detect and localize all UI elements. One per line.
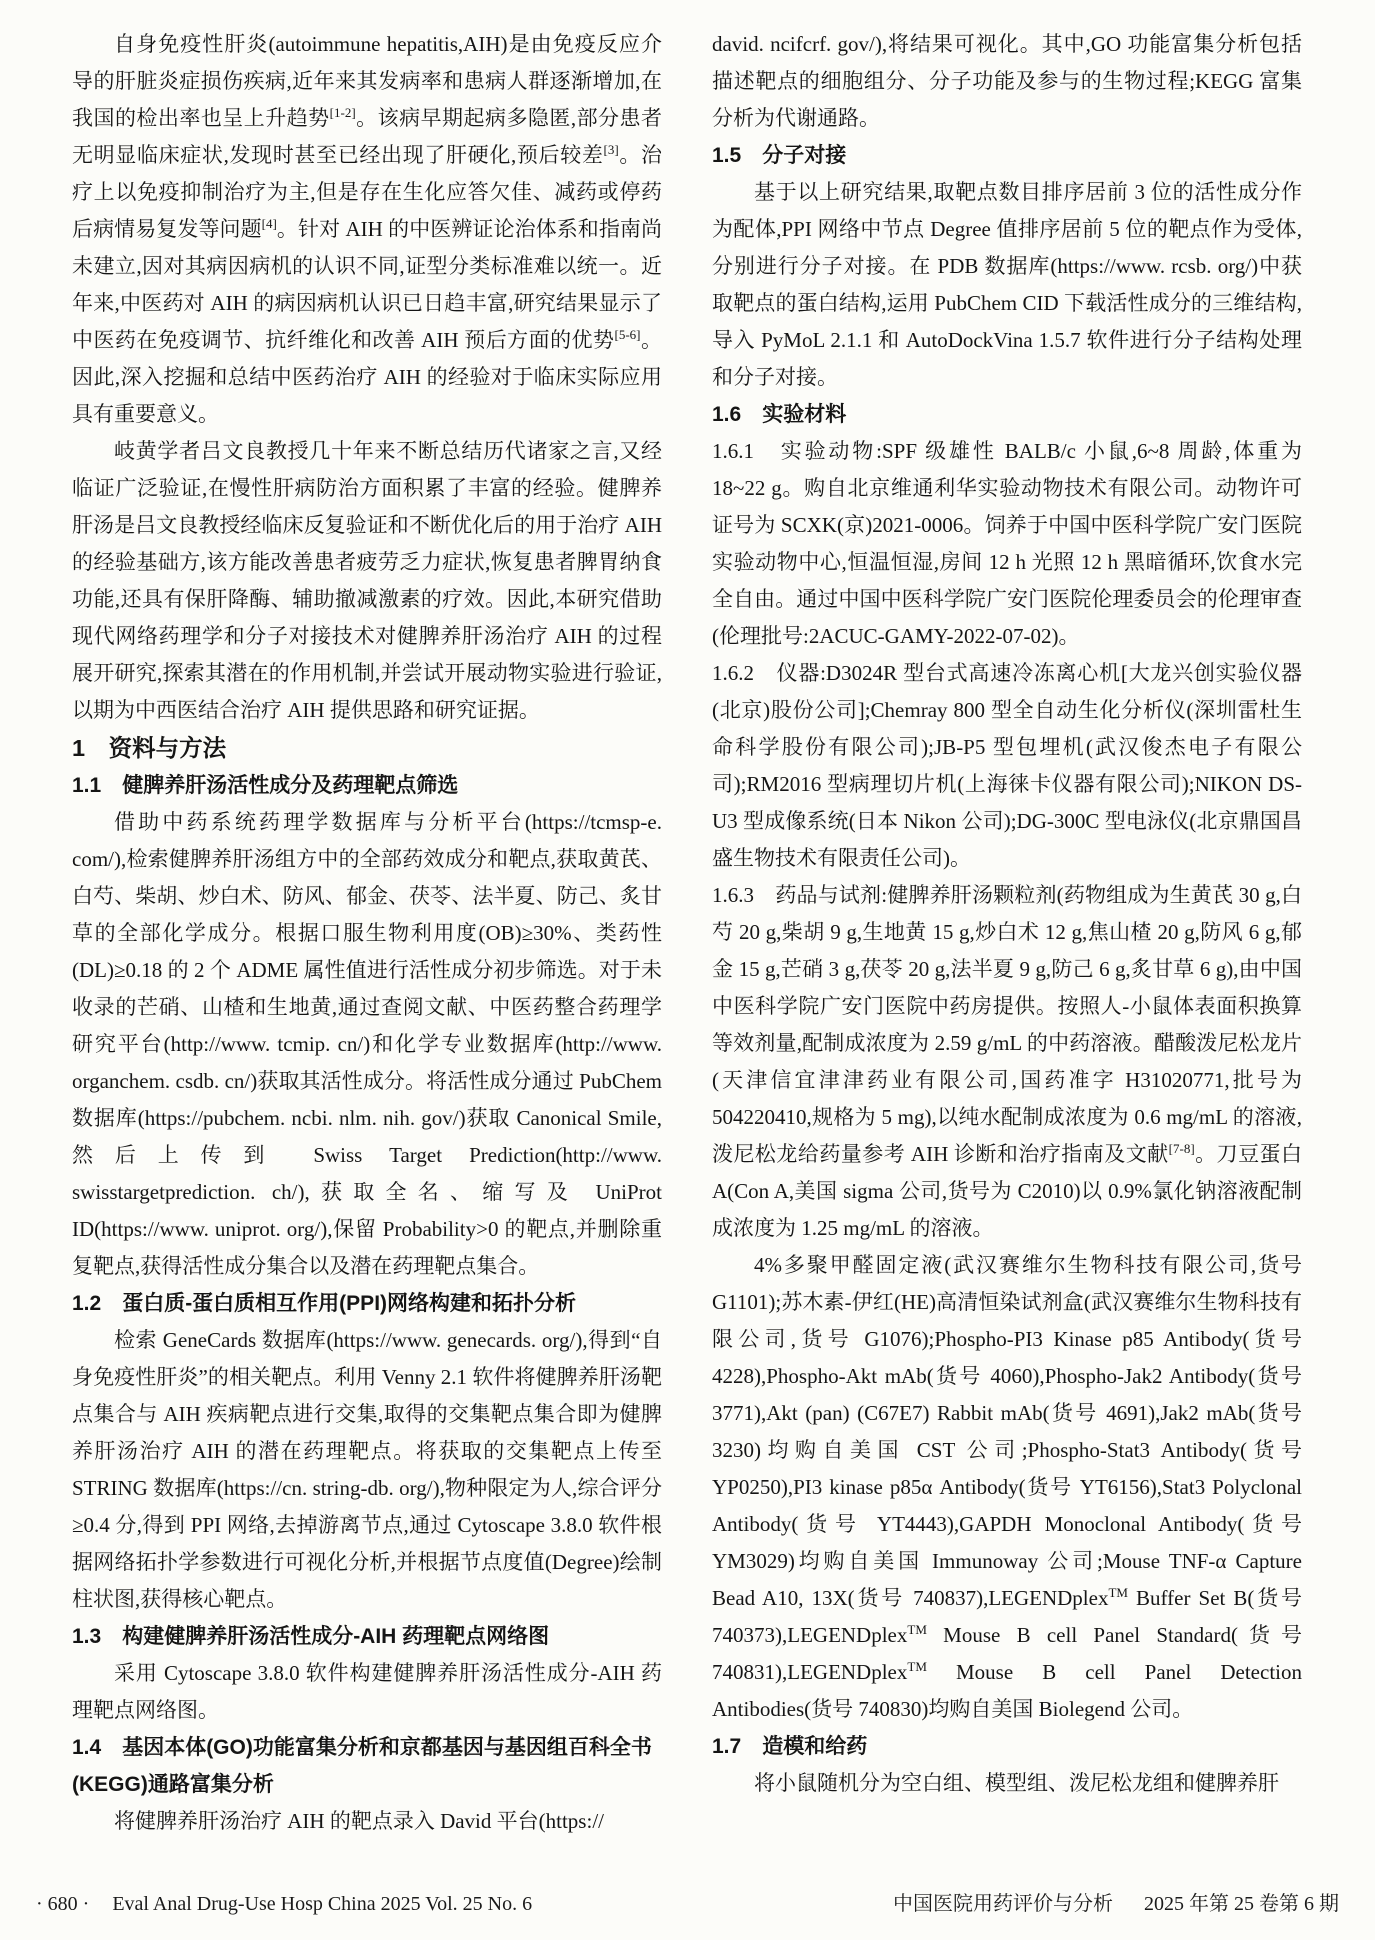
section-heading: 1.3 构建健脾养肝汤活性成分-AIH 药理靶点网络图 bbox=[72, 1625, 550, 1648]
reference-superscript: [1-2] bbox=[329, 105, 356, 120]
reference-superscript: TM bbox=[907, 1659, 927, 1674]
paragraph: 检索 GeneCards 数据库(https://www. genecards. org/),得到“自身免疫性肝炎”的相关靶点。利用 Venny 2.1 软件将健脾养肝汤靶点集合与 AIH 疾病靶点进行交集,取得的交集靶点集合即为健脾养肝汤治疗 AIH 的潜在药理靶点。将获取的交集靶点上传至 STRING 数据库(https://cn. string-db. org/),物种限定为人,综合评分≥0.4 分,得到 PPI 网络,去掉游离节点,通过 Cytoscape 3.8.0 软件根据网络拓扑学参数进行可视化分析,并根据节点度值(Degree)绘制柱状图,获得核心靶点。 bbox=[72, 1328, 662, 1611]
paragraph: 1.6.2 仪器:D3024R 型台式高速冷冻离心机[大龙兴创实验仪器(北京)股份公司];Chemray 800 型全自动生化分析仪(深圳雷杜生命科学股份有限公司);JB-P5 型包埋机(武汉俊杰电子有限公司);RM2016 型病理切片机(上海徕卡仪器有限公司);NIKON DS-U3 型成像系统(日本 Nikon 公司);DG-300C 型电泳仪(北京鼎国昌盛生物技术有限责任公司)。 bbox=[712, 661, 1302, 870]
footer-right bbox=[893, 1887, 1339, 1916]
reference-superscript: TM bbox=[907, 1622, 927, 1637]
section-heading: 1 资料与方法 bbox=[72, 735, 227, 761]
paragraph: 将健脾养肝汤治疗 AIH 的靶点录入 David 平台(https:// bbox=[114, 1809, 604, 1833]
paragraph: 4%多聚甲醛固定液(武汉赛维尔生物科技有限公司,货号 G1101);苏木素-伊红(HE)高清恒染试剂盒(武汉赛维尔生物科技有限公司,货号 G1076);Phospho-PI3 Kinase p85 Antibody(货号 4228),Phospho-Akt mAb(货号 4060),Phospho-Jak2 Antibody(货号 3771),Akt (pan) (C67E7) Rabbit mAb(货号 4691),Jak2 mAb(货号 3230)均购自美国 CST 公司;Phospho-Stat3 Antibody(货号 YP0250),PI3 kinase p85α Antibody(货号 YT6156),Stat3 Polyclonal Antibody(货号 YT4443),GAPDH Monoclonal Antibody(货号 YM3029)均购自美国 Immunoway 公司;Mouse TNF-α Capture Bead A10, 13X(货号 740837),LEGENDplex™ Buffer Set B(货号 740373),LEGENDplex™ Mouse B cell Panel Standard(货号 740831),LEGENDplex™ Mouse B cell Panel Detection Antibodies(货号 740830)均购自美国 Biolegend 公司。 bbox=[712, 1253, 1302, 1721]
page-number: · 680 · bbox=[36, 1893, 90, 1915]
reference-superscript: [7-8] bbox=[1168, 1141, 1195, 1156]
section-heading: 1.2 蛋白质-蛋白质相互作用(PPI)网络构建和拓扑分析 bbox=[72, 1292, 577, 1315]
paragraph: 1.6.3 药品与试剂:健脾养肝汤颗粒剂(药物组成为生黄芪 30 g,白芍 20 g,柴胡 9 g,生地黄 15 g,炒白术 12 g,焦山楂 20 g,防风 6 g,郁金 15 g,芒硝 3 g,茯苓 20 g,法半夏 9 g,防己 6 g,炙甘草 6 g),由中国中医科学院广安门医院中药房提供。按照人-小鼠体表面积换算等效剂量,配制成浓度为 2.59 g/mL 的中药溶液。醋酸泼尼松龙片(天津信宜津津药业有限公司,国药准字 H31020771,批号为 504220410,规格为 5 mg),以纯水配制成浓度为 0.6 mg/mL 的溶液,泼尼松龙给药量参考 AIH 诊断和治疗指南及文献[7-8]。刀豆蛋白 A(Con A,美国 sigma 公司,货号为 C2010)以 0.9%氯化钠溶液配制成浓度为 1.25 mg/mL 的溶液。 bbox=[712, 883, 1303, 1240]
section-heading: 1.7 造模和给药 bbox=[712, 1735, 868, 1758]
paragraph: 借助中药系统药理学数据库与分析平台(https://tcmsp-e. com/),检索健脾养肝汤组方中的全部药效成分和靶点,获取黄芪、白芍、柴胡、炒白术、防风、郁金、茯苓、法半夏、防己、炙甘草的全部化学成分。根据口服生物利用度(OB)≥30%、类药性(DL)≥0.18 的 2 个 ADME 属性值进行活性成分初步筛选。对于未收录的芒硝、山楂和生地黄,通过查阅文献、中医药整合药理学研究平台(http://www. tcmip. cn/)和化学专业数据库(http://www. organchem. csdb. cn/)获取其活性成分。将活性成分通过 PubChem 数据库(https://pubchem. ncbi. nlm. nih. gov/)获取 Canonical Smile,然后上传到 Swiss Target Prediction(http://www. swisstargetprediction. ch/),获取全名、缩写及 UniProt ID(https://www. uniprot. org/),保留 Probability>0 的靶点,并删除重复靶点,获得活性成分集合以及潜在药理靶点集合。 bbox=[72, 810, 662, 1278]
section-heading: 1.1 健脾养肝汤活性成分及药理靶点筛选 bbox=[72, 774, 459, 797]
paragraph: 将小鼠随机分为空白组、模型组、泼尼松龙组和健脾养肝 bbox=[754, 1771, 1279, 1795]
section-heading: 1.4 基因本体(GO)功能富集分析和京都基因与基因组百科全书(KEGG)通路富集分析 bbox=[72, 1736, 652, 1796]
paragraph: 采用 Cytoscape 3.8.0 软件构建健脾养肝汤活性成分-AIH 药理靶点网络图。 bbox=[72, 1661, 662, 1722]
page-footer bbox=[36, 1887, 1339, 1916]
reference-superscript: [3] bbox=[603, 142, 619, 157]
paragraph: david. ncifcrf. gov/),将结果可视化。其中,GO 功能富集分析包括描述靶点的细胞组分、分子功能及参与的生物过程;KEGG 富集分析为代谢通路。 bbox=[712, 32, 1302, 130]
issue-info: 2025 年第 25 卷第 6 期 bbox=[1144, 1893, 1339, 1915]
journal-name-zh: 中国医院用药评价与分析 bbox=[893, 1893, 1113, 1915]
paragraph: 1.6.1 实验动物:SPF 级雄性 BALB/c 小鼠,6~8 周龄,体重为 18~22 g。购自北京维通利华实验动物技术有限公司。动物许可证号为 SCXK(京)2021-0006。饲养于中国中医科学院广安门医院实验动物中心,恒温恒湿,房间 12 h 光照 12 h 黑暗循环,饮食水完全自由。通过中国中医科学院广安门医院伦理委员会的伦理审查(伦理批号:2ACUC-GAMY-2022-07-02)。 bbox=[712, 439, 1302, 648]
paragraph: 自身免疫性肝炎(autoimmune hepatitis,AIH)是由免疫反应介导的肝脏炎症损伤疾病,近年来其发病率和患病人群逐渐增加,在我国的检出率也呈上升趋势[1-2]。该病早期起病多隐匿,部分患者无明显临床症状,发现时甚至已经出现了肝硬化,预后较差[3]。治疗上以免疫抑制治疗为主,但是存在生化应答欠佳、减药或停药后病情易复发等问题[4]。针对 AIH 的中医辨证论治体系和指南尚未建立,因对其病因病机的认识不同,证型分类标准难以统一。近年来,中医药对 AIH 的病因病机认识已日趋丰富,研究结果显示了中医药在免疫调节、抗纤维化和改善 AIH 预后方面的优势[5-6]。因此,深入挖掘和总结中医药治疗 AIH 的经验对于临床实际应用具有重要意义。 bbox=[72, 32, 663, 426]
section-heading: 1.6 实验材料 bbox=[712, 403, 847, 426]
reference-superscript: TM bbox=[1108, 1585, 1128, 1600]
paragraph: 基于以上研究结果,取靶点数目排序居前 3 位的活性成分作为配体,PPI 网络中节点 Degree 值排序居前 5 位的靶点作为受体,分别进行分子对接。在 PDB 数据库(https://www. rcsb. org/)中获取靶点的蛋白结构,运用 PubChem CID 下载活性成分的三维结构,导入 PyMoL 2.1.1 和 AutoDockVina 1.5.7 软件进行分子结构处理和分子对接。 bbox=[712, 180, 1302, 389]
journal-name-en: Eval Anal Drug-Use Hosp China 2025 Vol. 25 No. 6 bbox=[112, 1893, 533, 1915]
footer-left bbox=[36, 1893, 532, 1916]
right-column bbox=[712, 26, 1302, 1840]
left-column bbox=[72, 26, 662, 1840]
reference-superscript: [5-6] bbox=[614, 327, 641, 342]
section-heading: 1.5 分子对接 bbox=[712, 144, 847, 167]
reference-superscript: [4] bbox=[261, 216, 277, 231]
paragraph: 岐黄学者吕文良教授几十年来不断总结历代诸家之言,又经临证广泛验证,在慢性肝病防治方面积累了丰富的经验。健脾养肝汤是吕文良教授经临床反复验证和不断优化后的用于治疗 AIH 的经验基础方,该方能改善患者疲劳乏力症状,恢复患者脾胃纳食功能,还具有保肝降酶、辅助撤减激素的疗效。因此,本研究借助现代网络药理学和分子对接技术对健脾养肝汤治疗 AIH 的过程展开研究,探索其潜在的作用机制,并尝试开展动物实验进行验证,以期为中西医结合治疗 AIH 提供思路和研究证据。 bbox=[72, 439, 662, 722]
